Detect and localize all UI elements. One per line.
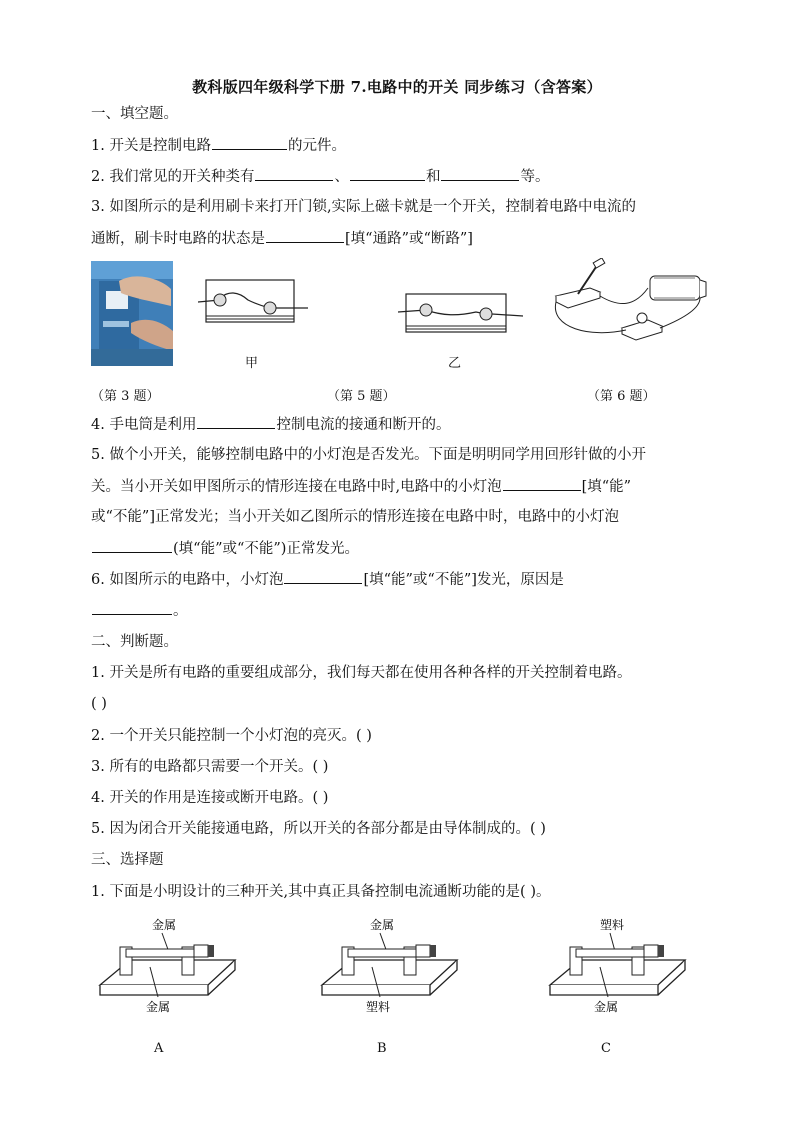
label-bottom: 塑料 [366,1000,391,1014]
answer-blank[interactable] [92,600,172,615]
page-title: 教科版四年级科学下册 7.电路中的开关 同步练习（含答案） [192,78,602,96]
figure-label-yi: 乙 [448,356,462,371]
fill-q6: 6. 如图所示的电路中，小灯泡 [填“能”或“不能”]发光，原因是 [91,569,564,590]
caption-q6: （第 6 题） [587,389,656,404]
fill-q3-line2: 通断，刷卡时电路的状态是 [填“通路”或“断路”] [91,228,473,249]
answer-blank[interactable] [503,476,581,491]
option-letter-b[interactable]: B [377,1041,387,1056]
paperclip-switch-jia [198,276,308,328]
judge-q1-paren[interactable]: ( ) [91,696,107,712]
caption-q5: （第 5 题） [327,389,396,404]
judge-q4: 4. 开关的作用是连接或断开电路。( ) [91,790,329,806]
paperclip-switch-yi [398,290,523,338]
judge-q3: 3. 所有的电路都只需要一个开关。( ) [91,759,329,775]
figure-label-jia: 甲 [245,356,259,371]
answer-blank[interactable] [266,228,344,243]
label-bottom: 金属 [146,1000,171,1014]
fill-q5-line2: 关。当小开关如甲图所示的情形连接在电路中时,电路中的小灯泡 [填“能” [91,476,631,497]
fill-q4: 4. 手电筒是利用 控制电流的接通和断开的。 [91,414,450,435]
option-letter-c[interactable]: C [601,1041,611,1056]
switch-option-a [90,915,240,1020]
section-fill-heading: 一、填空题。 [91,106,178,122]
answer-blank[interactable] [350,166,425,181]
circuit-diagram-q6 [550,258,710,350]
label-top: 塑料 [600,918,625,932]
label-top: 金属 [152,918,177,932]
caption-q3: （第 3 题） [91,389,160,404]
switch-option-b [312,915,462,1020]
judge-q1: 1. 开关是所有电路的重要组成部分，我们每天都在使用各种各样的开关控制着电路。 [91,665,632,681]
fill-q5-line4: (填“能”或“不能”)正常发光。 [91,538,359,559]
answer-blank[interactable] [255,166,333,181]
fill-q1: 1. 开关是控制电路 的元件。 [91,135,346,156]
answer-blank[interactable] [212,135,287,150]
fill-q5-line1: 5. 做个小开关，能够控制电路中的小灯泡是否发光。下面是明明同学用回形针做的小开 [91,447,646,463]
option-letter-a[interactable]: A [154,1041,164,1056]
answer-blank[interactable] [92,538,172,553]
fill-q2: 2. 我们常见的开关种类有 、 和 等。 [91,166,549,187]
choice-q1: 1. 下面是小明设计的三种开关,其中真正具备控制电流通断功能的是( )。 [91,884,551,900]
judge-q5: 5. 因为闭合开关能接通电路，所以开关的各部分都是由导体制成的。( ) [91,821,546,837]
label-top: 金属 [370,918,395,932]
answer-blank[interactable] [197,414,275,429]
fill-q5-line3: 或“不能”]正常发光；当小开关如乙图所示的情形连接在电路中时，电路中的小灯泡 [91,509,619,525]
judge-q2: 2. 一个开关只能控制一个小灯泡的亮灭。( ) [91,728,372,744]
switch-option-c [540,915,690,1020]
fill-q3-line1: 3. 如图所示的是利用刷卡来打开门锁,实际上磁卡就是一个开关，控制着电路中电流的 [91,199,637,215]
label-bottom: 金属 [594,1000,619,1014]
answer-blank[interactable] [441,166,519,181]
fill-q6-line2: 。 [91,600,188,621]
card-reader-photo [91,261,173,366]
answer-blank[interactable] [284,569,362,584]
section-choice-heading: 三、选择题 [91,852,164,868]
section-judge-heading: 二、判断题。 [91,634,178,650]
